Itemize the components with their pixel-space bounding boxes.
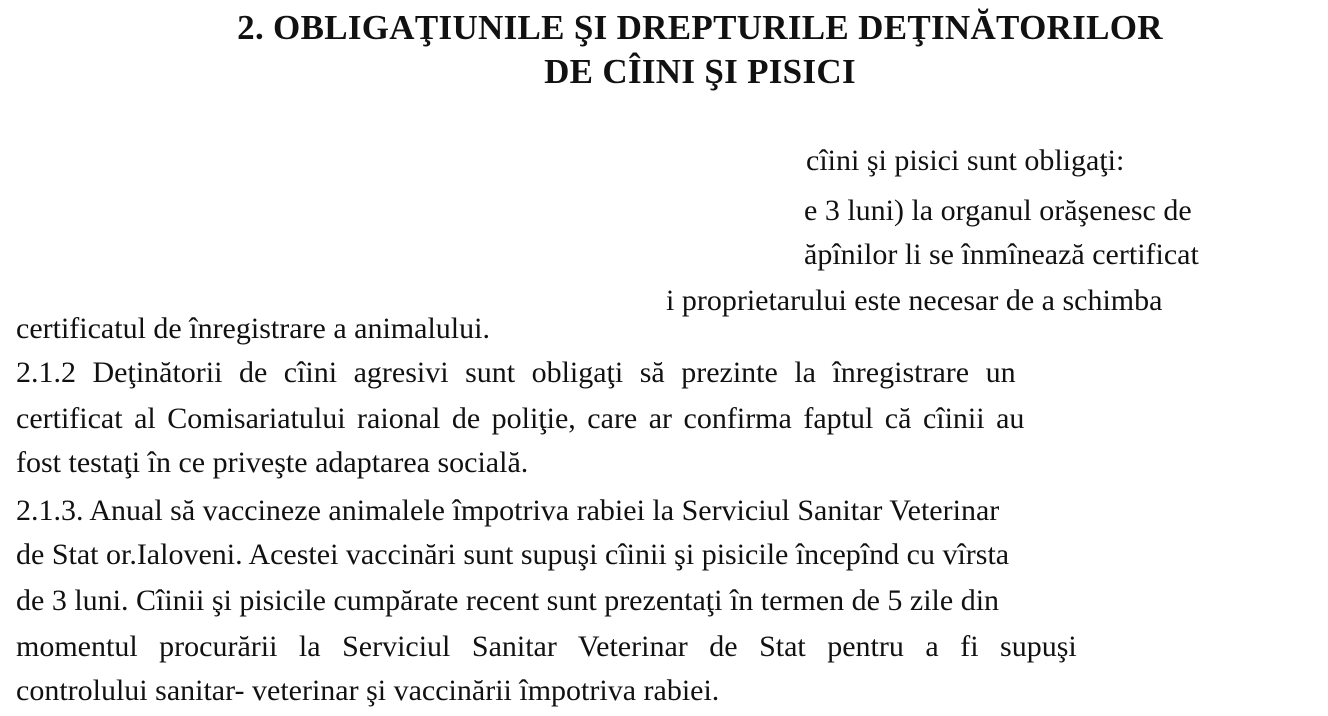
fragment-line-3: ăpînilor li se înmînează certificat	[804, 238, 1199, 271]
paragraph-2-1-2-line-1: 2.1.2 Deţinătorii de cîini agresivi sunt obligaţi să prezinte la înregistrare un	[16, 356, 1016, 389]
paragraph-2-1-3-line-1: 2.1.3. Anual să vaccineze animalele împotriva rabiei la Serviciul Sanitar Veterinar	[16, 494, 1000, 527]
paragraph-2-1-3-line-5: controlului sanitar- veterinar şi vaccinării împotriva rabiei.	[16, 674, 720, 707]
paragraph-2-1-3-line-4: momentul procurării la Serviciul Sanitar Veterinar de Stat pentru a fi supuşi	[16, 630, 1077, 663]
paragraph-2-1-3-line-3: de 3 luni. Cîinii şi pisicile cumpărate recent sunt prezentaţi în termen de 5 zile din	[16, 584, 1000, 617]
paragraph-2-1-3-line-2: de Stat or.Ialoveni. Acestei vaccinări sunt supuşi cîinii şi pisicile începînd cu vîrsta	[16, 538, 1010, 571]
fragment-line-2: e 3 luni) la organul orăşenesc de	[804, 194, 1192, 227]
paragraph-2-1-2-line-3: fost testaţi în ce priveşte adaptarea socială.	[16, 446, 529, 479]
fragment-line-1: cîini şi pisici sunt obligaţi:	[806, 144, 1125, 177]
paragraph-2-1-2-line-2: certificat al Comisariatului raional de poliţie, care ar confirma faptul că cîinii au	[16, 402, 1025, 435]
fragment-line-5: certificatul de înregistrare a animalului.	[16, 312, 490, 345]
section-heading-line-1: 2. OBLIGAŢIUNILE ŞI DREPTURILE DEŢINĂTORILOR	[237, 8, 1163, 47]
section-heading-line-2: DE CÎINI ŞI PISICI	[544, 52, 856, 91]
fragment-line-4: i proprietarului este necesar de a schimba	[666, 284, 1163, 317]
